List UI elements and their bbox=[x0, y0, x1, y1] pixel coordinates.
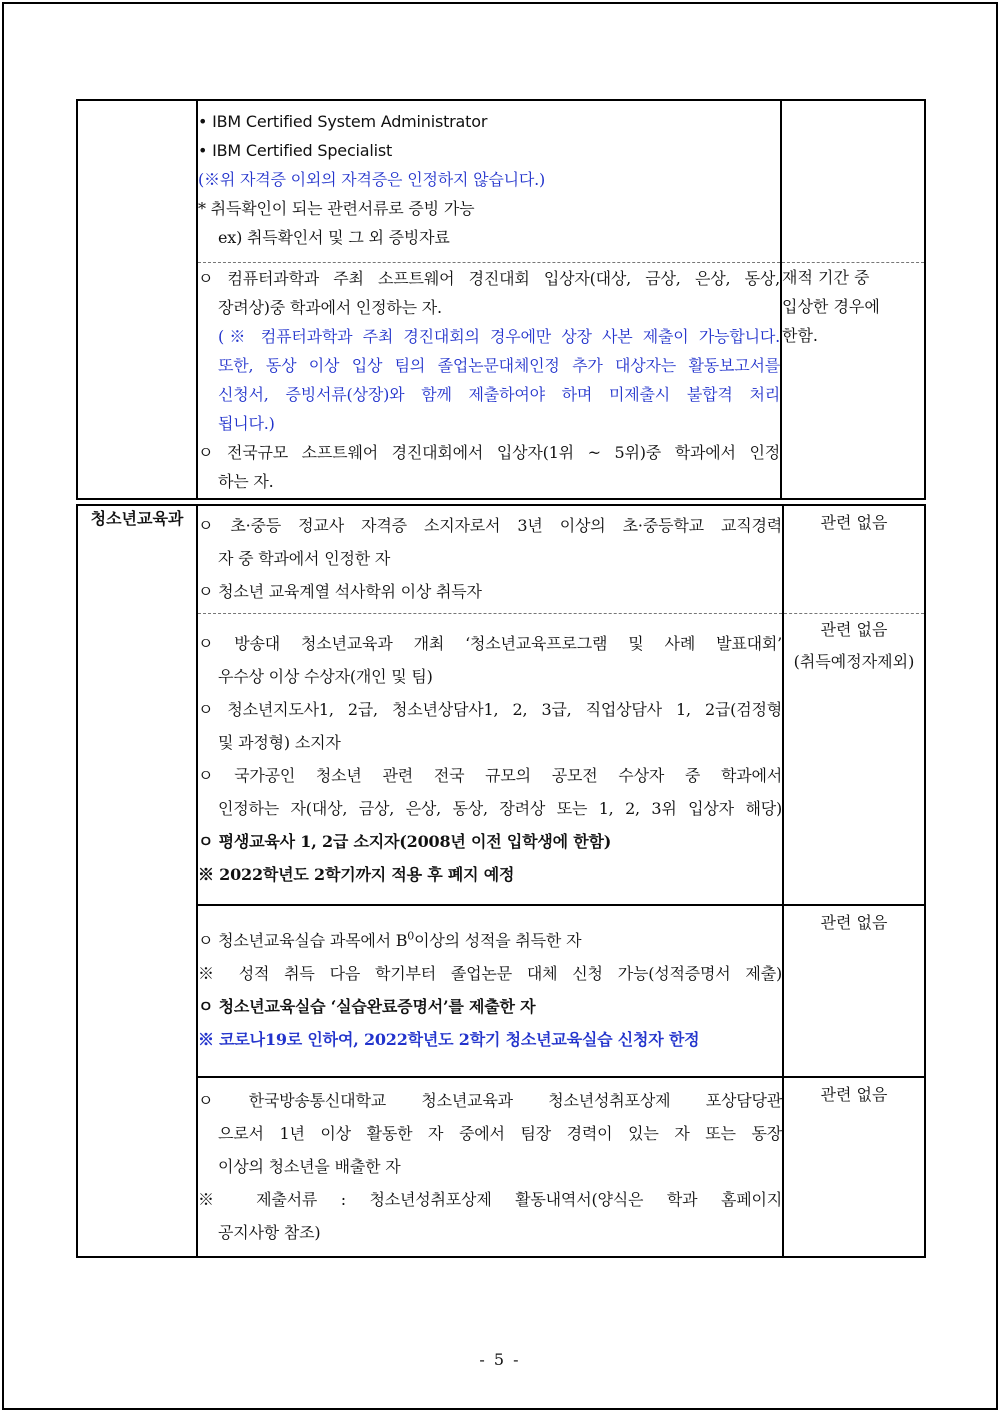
list-item: • IBM Certified System Administrator bbox=[198, 112, 488, 131]
note-cell: 관련 없음 bbox=[783, 905, 925, 1077]
requirement-cell bbox=[197, 905, 783, 1077]
contest-cell bbox=[197, 262, 781, 499]
list-item: 으로서 1년 이상 활동한 자 중에서 팀장 경력이 있는 자 또는 동장 bbox=[218, 1124, 782, 1143]
note-text: (※ 컴퓨터과학과 주최 경진대회의 경우에만 상장 사본 제출이 가능합니다. bbox=[218, 326, 780, 346]
list-item: ㅇ 청소년 교육계열 석사학위 이상 취득자 bbox=[198, 582, 482, 601]
list-item: ㅇ 국가공인 청소년 관련 전국 규모의 공모전 수상자 중 학과에서 bbox=[198, 765, 782, 785]
requirement-cell bbox=[197, 1077, 783, 1257]
list-item: 장려상)중 학과에서 인정하는 자. bbox=[218, 297, 442, 317]
list-item: ㅇ 청소년교육실습 ‘실습완료증명서’를 제출한 자 bbox=[198, 997, 536, 1016]
requirement-cell bbox=[197, 505, 783, 613]
dept-cell: 청소년교육과 bbox=[77, 505, 197, 1257]
note-text: (※위 자격증 이외의 자격증은 인정하지 않습니다.) bbox=[198, 170, 546, 189]
grade-superscript: 0 bbox=[407, 929, 415, 943]
list-item: ex) 취득확인서 및 그 외 증빙자료 bbox=[218, 228, 450, 247]
note-text: ※ 제출서류 : 청소년성취포상제 활동내역서(양식은 학과 홈페이지 bbox=[198, 1190, 782, 1209]
table-row bbox=[77, 1077, 925, 1257]
note-text: 공지사항 참조) bbox=[218, 1223, 321, 1242]
list-item: ㅇ 전국규모 소프트웨어 경진대회에서 입상자(1위 ~ 5위)중 학과에서 인정 bbox=[198, 442, 780, 462]
note-text: 또한, 동상 이상 입상 팀의 졸업논문대체인정 추가 대상자는 활동보고서를 bbox=[218, 355, 780, 375]
note-cell: 관련 없음 bbox=[783, 505, 925, 613]
note-line: 입상한 경우에 bbox=[782, 296, 880, 316]
list-item: ㅇ 청소년지도사1, 2급, 청소년상담사1, 2, 3급, 직업상담사 1, 2급(검정형 bbox=[198, 699, 782, 719]
table-row bbox=[77, 505, 925, 613]
note-text: ※ 코로나19로 인하여, 2022학년도 2학기 청소년교육실습 신청자 한정 bbox=[198, 1030, 700, 1049]
note-text: 신청서, 증빙서류(상장)와 함께 제출하여야 하며 미제출시 불합격 처리 bbox=[218, 384, 780, 404]
cs-table bbox=[76, 99, 926, 500]
list-item: 이상의 청소년을 배출한 자 bbox=[218, 1157, 401, 1176]
table-row bbox=[77, 613, 925, 905]
table-row bbox=[77, 262, 925, 499]
youth-education-table bbox=[76, 504, 926, 1258]
list-item: ㅇ 컴퓨터과학과 주최 소프트웨어 경진대회 입상자(대상, 금상, 은상, 동상, bbox=[198, 268, 780, 288]
note-text: ※ 성적 취득 다음 학기부터 졸업논문 대체 신청 가능(성적증명서 제출) bbox=[198, 964, 782, 983]
list-item: * 취득확인이 되는 관련서류로 증빙 가능 bbox=[198, 199, 475, 218]
list-item: ㅇ 평생교육사 1, 2급 소지자(2008년 이전 입학생에 한함) bbox=[198, 831, 612, 851]
list-item bbox=[198, 924, 782, 957]
note-line: 재적 기간 중 bbox=[782, 267, 870, 287]
note-line: 한함. bbox=[782, 325, 818, 345]
note-line: (취득예정자제외) bbox=[793, 651, 915, 671]
line-prefix: ㅇ 청소년교육실습 과목에서 B bbox=[198, 931, 408, 950]
note-cell bbox=[783, 613, 925, 905]
note-line: 관련 없음 bbox=[820, 619, 888, 639]
list-item: 및 과정형) 소지자 bbox=[218, 732, 341, 752]
note-cell bbox=[781, 262, 925, 499]
list-item: 자 중 학과에서 인정한 자 bbox=[218, 549, 391, 568]
table-row bbox=[77, 905, 925, 1077]
note-text: ※ 2022학년도 2학기까지 적용 후 폐지 예정 bbox=[198, 864, 515, 884]
line-suffix: 이상의 성적을 취득한 자 bbox=[414, 931, 582, 950]
list-item: 하는 자. bbox=[218, 471, 274, 491]
list-item: ㅇ 한국방송통신대학교 청소년교육과 청소년성취포상제 포상담당관 bbox=[198, 1091, 782, 1110]
dept-cell-empty bbox=[77, 100, 197, 499]
list-item: 인정하는 자(대상, 금상, 은상, 동상, 장려상 또는 1, 2, 3위 입상자 해당) bbox=[218, 798, 782, 818]
table-row bbox=[77, 100, 925, 262]
note-cell-empty bbox=[781, 100, 925, 262]
cert-list-cell bbox=[197, 100, 781, 262]
note-cell: 관련 없음 bbox=[783, 1077, 925, 1257]
requirement-cell bbox=[197, 613, 783, 905]
list-item: ㅇ 방송대 청소년교육과 개최 ‘청소년교육프로그램 및 사례 발표대회’ bbox=[198, 633, 782, 653]
list-item: • IBM Certified Specialist bbox=[198, 141, 393, 160]
note-text: 됩니다.) bbox=[218, 413, 275, 433]
list-item: ㅇ 초·중등 정교사 자격증 소지자로서 3년 이상의 초·중등학교 교직경력 bbox=[198, 516, 782, 535]
page-number: - 5 - bbox=[479, 1350, 521, 1369]
list-item: 우수상 이상 수상자(개인 및 팀) bbox=[218, 666, 433, 686]
